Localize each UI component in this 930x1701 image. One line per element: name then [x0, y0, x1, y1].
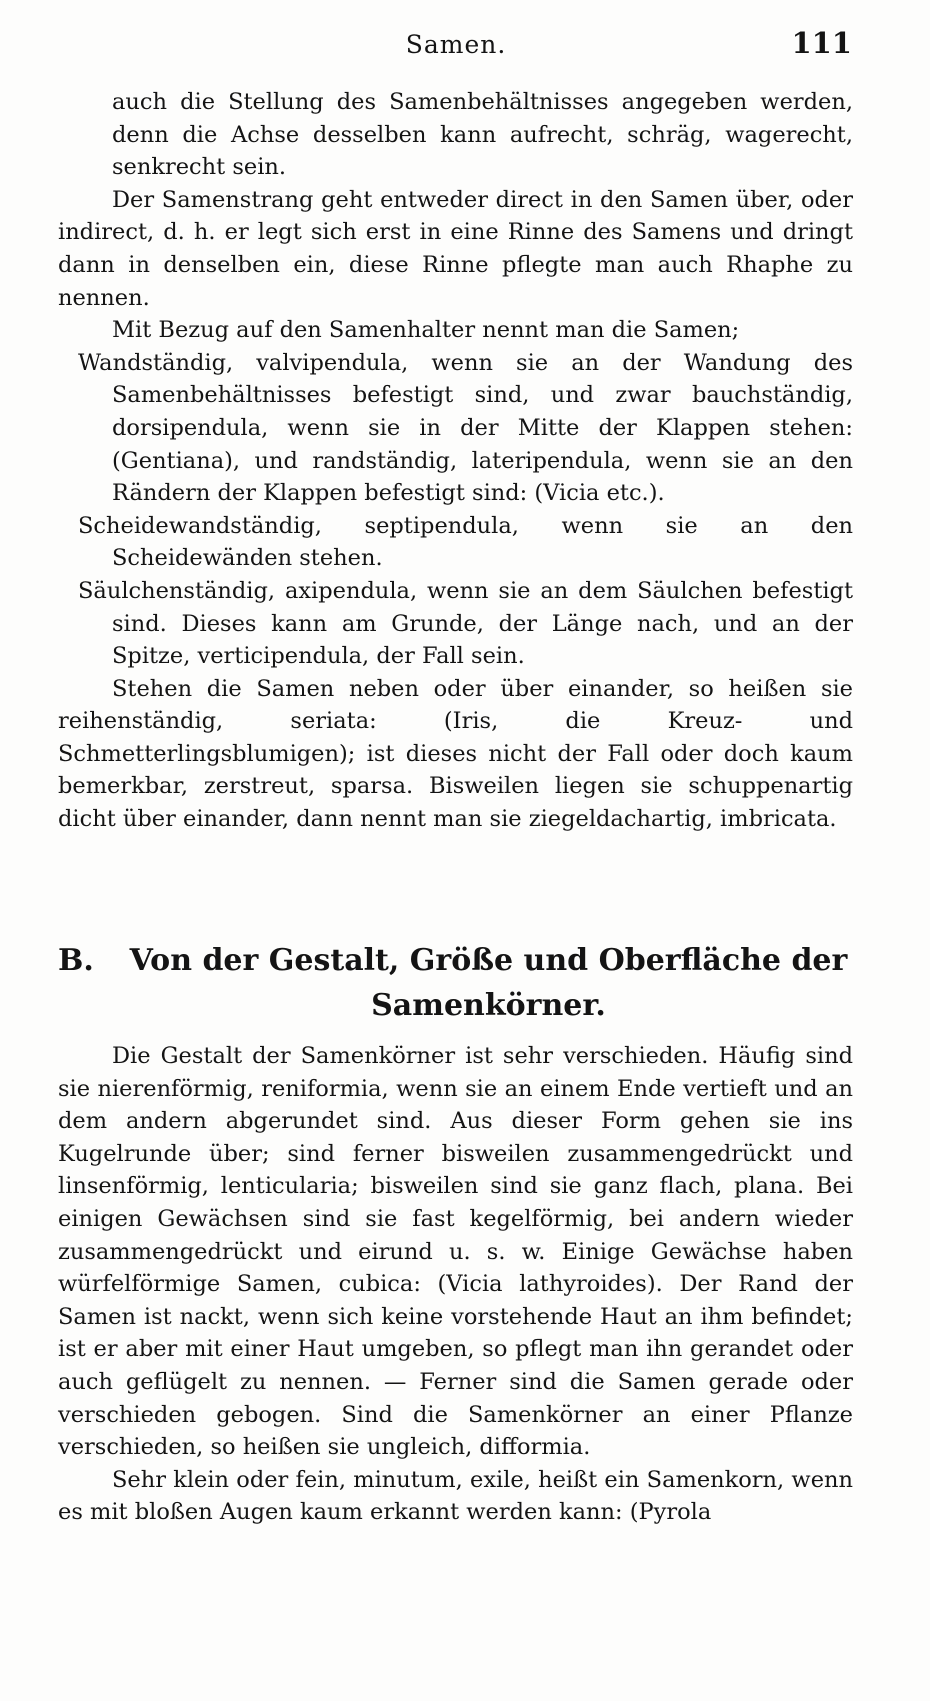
section-heading — [58, 938, 853, 1028]
paragraph: auch die Stellung des Samenbehältnisses angegeben werden, denn die Achse desselben kann aufrecht, schräg, wagerecht, senkrecht sein. — [112, 89, 853, 181]
paragraph: Mit Bezug auf den Samenhalter nennt man die Samen; — [112, 317, 740, 344]
paragraph-list-item: Säulchenständig, axipendula, wenn sie an dem Säulchen befestigt sind. Dieses kann am Grunde, der Länge nach, und an der Spitze, verticipendula, der Fall sein. — [78, 577, 853, 670]
page-number: 111 — [791, 26, 852, 60]
paragraph-list-item: Scheidewandständig, septipendula, wenn sie an den Scheidewänden stehen. — [78, 512, 853, 572]
paragraph: Die Gestalt der Samenkörner ist sehr verschieden. Häufig sind sie nierenförmig, reniformia, wenn sie an einem Ende vertieft und an dem andern abgerundet sind. Aus dieser Form gehen sie ins Kugelrunde über; sind ferner bisweilen zusammengedrückt und linsenförmig, lenticularia; bisweilen sind sie ganz flach, plana. Bei einigen Gewächsen sind sie fast kegelförmig, bei andern wieder zusammengedrückt und eirund u. s. w. Einige Gewächse haben würfelförmige Samen, cubica: (Vicia lathyroides). Der Rand der Samen ist nackt, wenn sich keine vorstehende Haut an ihm befindet; ist er aber mit einer Haut umgeben, so pflegt man ihn gerandet oder auch geflügelt zu nennen. — Ferner sind die Samen gerade oder verschieden gebogen. Sind die Samenkörner an einer Pflanze verschieden, so heißen sie ungleich, difformia. — [58, 1043, 853, 1461]
paragraph-list-item: Wandständig, valvipendula, wenn sie an der Wandung des Samenbehältnisses befestigt sind, und zwar bauchständig, dorsipendula, wenn sie in der Mitte der Klappen stehen: (Gentiana), und randständig, lateripendula, wenn sie an den Rändern der Klappen befestigt sind: (Vicia etc.). — [78, 349, 853, 507]
paragraph: Stehen die Samen neben oder über einander, so heißen sie reihenständig, seriata: (Iris, die Kreuz- und Schmetterlingsblumigen); ist dieses nicht der Fall oder doch kaum bemerkbar, zerstreut, sparsa. Bisweilen liegen sie schuppenartig dicht über einander, dann nennt man sie ziegeldachartig, imbricata. — [58, 675, 853, 833]
body-text-bottom — [58, 1040, 853, 1529]
running-head: Samen. — [405, 30, 507, 59]
section-label: B. — [58, 943, 94, 978]
body-text-top — [58, 86, 853, 836]
section-title: Von der Gestalt, Größe und Oberfläche der Samenkörner. — [129, 943, 848, 1023]
page-header — [60, 26, 852, 66]
paragraph: Sehr klein oder fein, minutum, exile, heißt ein Samenkorn, wenn es mit bloßen Augen kaum erkannt werden kann: (Pyrola — [58, 1466, 853, 1526]
paragraph: Der Samenstrang geht entweder direct in den Samen über, oder indirect, d. h. er legt sich erst in eine Rinne des Samens und dringt dann in denselben ein, diese Rinne pflegte man auch Rhaphe zu nennen. — [58, 186, 853, 311]
